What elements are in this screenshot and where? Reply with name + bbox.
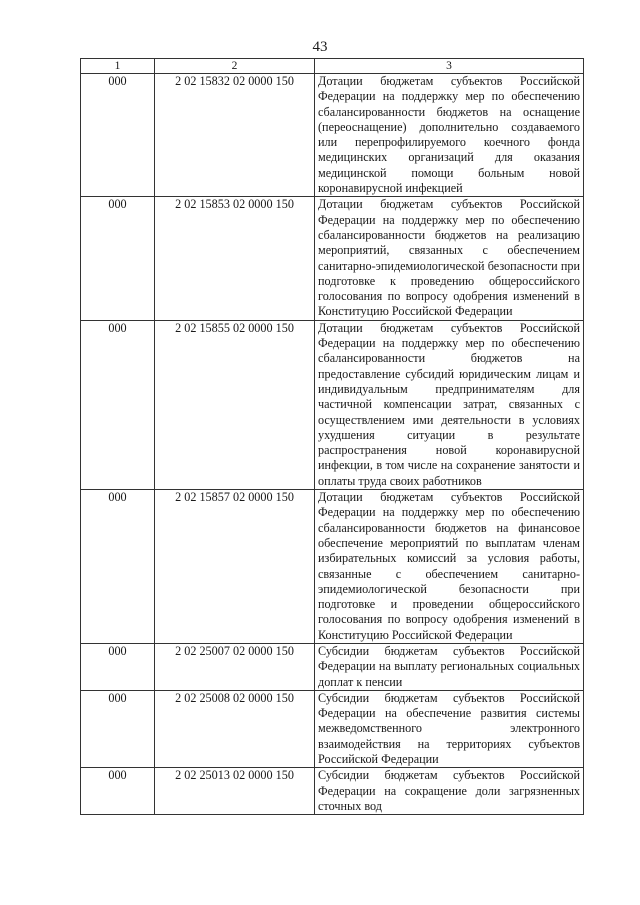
income-description: Субсидии бюджетам субъектов Российской Федерации на сокращение доли загрязненных сточных вод [315, 768, 584, 815]
income-description: Субсидии бюджетам субъектов Российской Федерации на выплату региональных социальных доплат к пенсии [315, 643, 584, 690]
table-row [81, 768, 584, 815]
admin-code: 000 [81, 690, 155, 767]
table-row [81, 74, 584, 197]
income-description: Субсидии бюджетам субъектов Российской Федерации на обеспечение развития системы межведомственного электронного взаимодействия на территориях субъектов Российской Федерации [315, 690, 584, 767]
admin-code: 000 [81, 320, 155, 489]
admin-code: 000 [81, 490, 155, 644]
column-header-1: 1 [81, 59, 155, 74]
budget-classification-code: 2 02 25008 02 0000 150 [155, 690, 315, 767]
table-row [81, 643, 584, 690]
income-description: Дотации бюджетам субъектов Российской Федерации на поддержку мер по обеспечению сбалансированности бюджетов на реализацию мероприятий, связанных с обеспечением санитарно-эпидемиологической безопасности при подготовке к проведению общероссийского голосования по вопросу одобрения изменений в Конституцию Российской Федерации [315, 197, 584, 320]
budget-classification-code: 2 02 25007 02 0000 150 [155, 643, 315, 690]
admin-code: 000 [81, 768, 155, 815]
column-header-3: 3 [315, 59, 584, 74]
budget-classification-code: 2 02 25013 02 0000 150 [155, 768, 315, 815]
income-description: Дотации бюджетам субъектов Российской Федерации на поддержку мер по обеспечению сбалансированности бюджетов на предоставление субсидий юридическим лицам и индивидуальным предпринимателям для частичной компенсации затрат, связанных с осуществлением ими деятельности в условиях ухудшения ситуации в результате распространения новой коронавирусной инфекции, в том числе на сохранение занятости и оплаты труда своих работников [315, 320, 584, 489]
budget-codes-table [80, 58, 584, 815]
income-description: Дотации бюджетам субъектов Российской Федерации на поддержку мер по обеспечению сбалансированности бюджетов на финансовое обеспечение мероприятий по выплатам членам избирательных комиссий за условия работы, связанные с обеспечением санитарно-эпидемиологической безопасности при подготовке и проведении общероссийского голосования по вопросу одобрения изменений в Конституцию Российской Федерации [315, 490, 584, 644]
budget-classification-code: 2 02 15832 02 0000 150 [155, 74, 315, 197]
budget-classification-code: 2 02 15857 02 0000 150 [155, 490, 315, 644]
budget-classification-code: 2 02 15853 02 0000 150 [155, 197, 315, 320]
admin-code: 000 [81, 74, 155, 197]
admin-code: 000 [81, 643, 155, 690]
column-header-2: 2 [155, 59, 315, 74]
table-row [81, 320, 584, 489]
income-description: Дотации бюджетам субъектов Российской Федерации на поддержку мер по обеспечению сбалансированности бюджетов на оснащение (переоснащение) дополнительно создаваемого или перепрофилируемого коечного фонда медицинских организаций для оказания медицинской помощи больным новой коронавирусной инфекцией [315, 74, 584, 197]
table-row [81, 197, 584, 320]
table-row [81, 490, 584, 644]
budget-classification-code: 2 02 15855 02 0000 150 [155, 320, 315, 489]
page-number: 43 [312, 39, 328, 55]
table-header-row [81, 59, 584, 74]
admin-code: 000 [81, 197, 155, 320]
table-row [81, 690, 584, 767]
